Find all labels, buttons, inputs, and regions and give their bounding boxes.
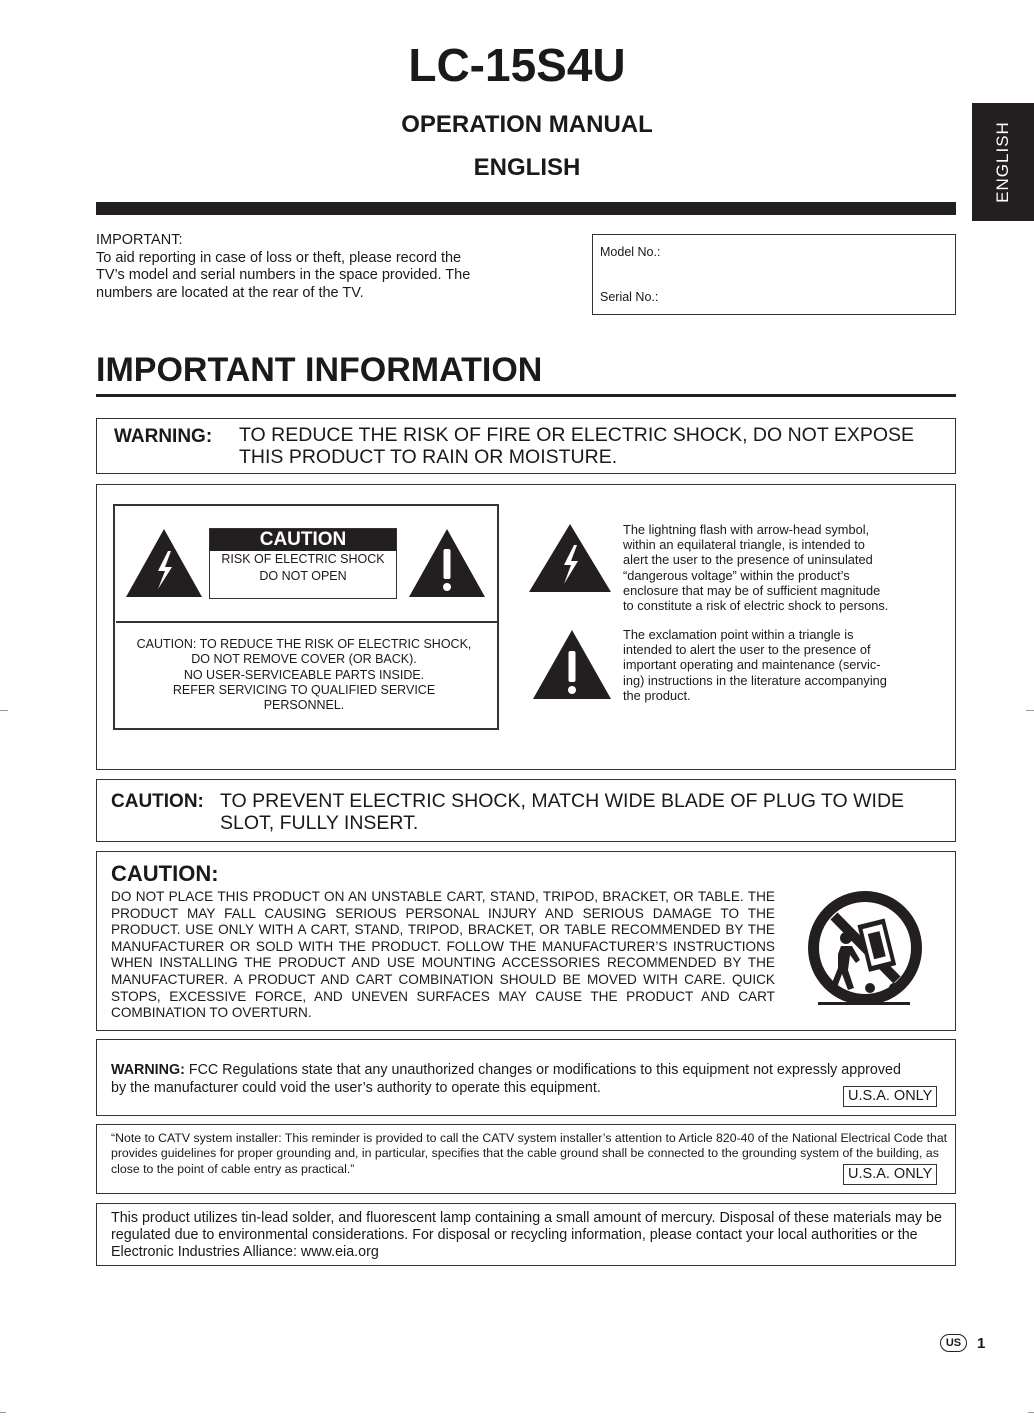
exclamation-symbol-description xyxy=(623,627,935,703)
lightning-desc-line: within an equilateral triangle, is intended to xyxy=(623,537,865,553)
trim-mark-right xyxy=(1026,710,1034,711)
trim-mark-bottom-right xyxy=(1028,1412,1034,1413)
language-title: ENGLISH xyxy=(473,154,581,181)
usa-only-badge: U.S.A. ONLY xyxy=(843,1164,937,1185)
rain-warning-text xyxy=(239,424,939,468)
trim-mark-bottom-left xyxy=(0,1412,6,1413)
catv-note-text: “Note to CATV system installer: This reminder is provided to call the CATV system installer’s attention to Article 820-40 of the National Electrical Code that provides guidelines for proper grounding and, in particular, specifies that the cable ground shall be connected to the grounding system of the building, as close to the point of cable entry as practical.” xyxy=(111,1131,948,1176)
caution-body-line: DO NOT REMOVE COVER (OR BACK). xyxy=(191,652,417,667)
exclamation-desc-line: important operating and maintenance (servic- xyxy=(623,657,881,673)
exclamation-symbol-icon xyxy=(532,629,612,700)
record-note-line: TV’s model and serial numbers in the space provided. The xyxy=(96,267,471,283)
caution-header: CAUTION xyxy=(210,529,396,551)
mercury-disposal-text: This product utilizes tin-lead solder, and fluorescent lamp containing a small amount of mercury. Disposal of these materials may be regulated due to environmental considerations. For disposal or recycling information, please contact your local authorities or the Electronic Industries Alliance: www.eia.org xyxy=(111,1210,942,1260)
lightning-desc-line: “dangerous voltage” within the product’s xyxy=(623,567,850,583)
usa-only-badge: U.S.A. ONLY xyxy=(843,1086,937,1107)
mercury-disposal-box xyxy=(96,1203,956,1266)
caution-label-body xyxy=(118,637,490,713)
record-note-line: To aid reporting in case of loss or theft, please record the xyxy=(96,249,462,266)
section-rule xyxy=(96,394,956,397)
plug-caution-line: SLOT, FULLY INSERT. xyxy=(220,812,419,834)
us-region-badge: US xyxy=(940,1334,967,1352)
serial-no-field[interactable]: Serial No.: xyxy=(600,290,659,304)
caution-header-line: DO NOT OPEN xyxy=(259,569,347,583)
plug-caution-label: CAUTION: xyxy=(111,791,204,812)
header-rule xyxy=(96,202,956,215)
caution-label-divider xyxy=(116,621,497,623)
fcc-warning-text xyxy=(111,1061,911,1097)
page-footer xyxy=(940,1332,985,1354)
rain-warning-line: TO REDUCE THE RISK OF FIRE OR ELECTRIC SHOCK, DO NOT EXPOSE xyxy=(239,424,915,446)
record-note xyxy=(96,232,516,302)
language-side-tab-label: ENGLISH xyxy=(993,121,1013,203)
language-side-tab xyxy=(972,103,1034,221)
exclamation-desc-line: intended to alert the user to the presence of xyxy=(623,642,871,658)
exclamation-desc-line: The exclamation point within a triangle is xyxy=(623,627,854,642)
trim-mark-left xyxy=(0,710,8,711)
caution-body-line: NO USER-SERVICEABLE PARTS INSIDE. xyxy=(183,667,425,682)
lightning-symbol-description xyxy=(623,522,935,613)
cart-caution-body: DO NOT PLACE THIS PRODUCT ON AN UNSTABLE CART, STAND, TRIPOD, BRACKET, OR TABLE. THE PRODUCT MAY FALL CAUSING SERIOUS PERSONAL INJURY AND SERIOUS DAMAGE TO THE PRODUCT. USE ONLY WITH A CART, STAND, TRIPOD, BRACKET, OR TABLE RECOMMENDED BY THE MANUFACTURER OR SOLD WITH THE PRODUCT. FOLLOW THE MANUFACTURER’S INSTRUCTIONS WHEN INSTALLING THE PRODUCT AND USE MOUNTING ACCESSORIES RECOMMENDED BY THE MANUFACTURER. A PRODUCT AND CART COMBINATION SHOULD BE MOVED WITH CARE. QUICK STOPS, EXCESSIVE FORCE, AND UNEVEN SURFACES MAY CAUSE THE PRODUCT AND CART COMBINATION TO OVERTURN. xyxy=(111,889,775,1021)
rain-warning-line: THIS PRODUCT TO RAIN OR MOISTURE. xyxy=(239,446,618,468)
exclamation-desc-line: the product. xyxy=(623,687,691,703)
catv-note-box xyxy=(96,1124,956,1194)
page-number: 1 xyxy=(977,1334,986,1352)
caution-header-box xyxy=(209,528,397,599)
lightning-warning-icon xyxy=(124,527,204,599)
exclamation-desc-line: ing) instructions in the literature accompanying xyxy=(623,672,887,688)
lightning-desc-line: to constitute a risk of electric shock to persons. xyxy=(623,598,889,614)
record-note-label: IMPORTANT: xyxy=(96,232,183,248)
fcc-warning-box xyxy=(96,1039,956,1116)
model-number: LC-15S4U xyxy=(408,39,626,91)
caution-body-line: CAUTION: TO REDUCE THE RISK OF ELECTRIC SHOCK, xyxy=(136,637,472,651)
fcc-warning-label: WARNING: xyxy=(111,1062,185,1078)
manual-title: OPERATION MANUAL xyxy=(401,111,653,138)
exclamation-warning-icon xyxy=(407,527,487,599)
lightning-desc-line: The lightning flash with arrow-head symbol, xyxy=(623,522,870,537)
model-no-field[interactable]: Model No.: xyxy=(600,245,661,259)
plug-caution-box xyxy=(96,779,956,842)
caution-header-line: RISK OF ELECTRIC SHOCK xyxy=(221,552,385,566)
lightning-desc-line: alert the user to the presence of uninsulated xyxy=(623,552,873,568)
record-box xyxy=(592,234,956,315)
section-title: IMPORTANT INFORMATION xyxy=(96,351,543,389)
lightning-symbol-icon xyxy=(528,523,612,593)
rain-warning-box xyxy=(96,418,956,474)
caution-body-line: PERSONNEL. xyxy=(263,698,345,713)
cart-tipover-warning-icon xyxy=(800,888,930,1020)
cart-caution-heading: CAUTION: xyxy=(111,861,219,886)
fcc-warning-body: FCC Regulations state that any unauthorized changes or modifications to this equipment not expressly approved by the manufacturer could void the user’s authority to operate this equipment. xyxy=(111,1062,901,1096)
caution-body-line: REFER SERVICING TO QUALIFIED SERVICE xyxy=(172,682,436,697)
plug-caution-line: TO PREVENT ELECTRIC SHOCK, MATCH WIDE BLADE OF PLUG TO WIDE xyxy=(220,790,905,812)
record-note-line: numbers are located at the rear of the TV. xyxy=(96,284,364,301)
lightning-desc-line: enclosure that may be of sufficient magnitude xyxy=(623,582,881,598)
plug-caution-text xyxy=(220,790,940,834)
rain-warning-label: WARNING: xyxy=(114,426,213,447)
